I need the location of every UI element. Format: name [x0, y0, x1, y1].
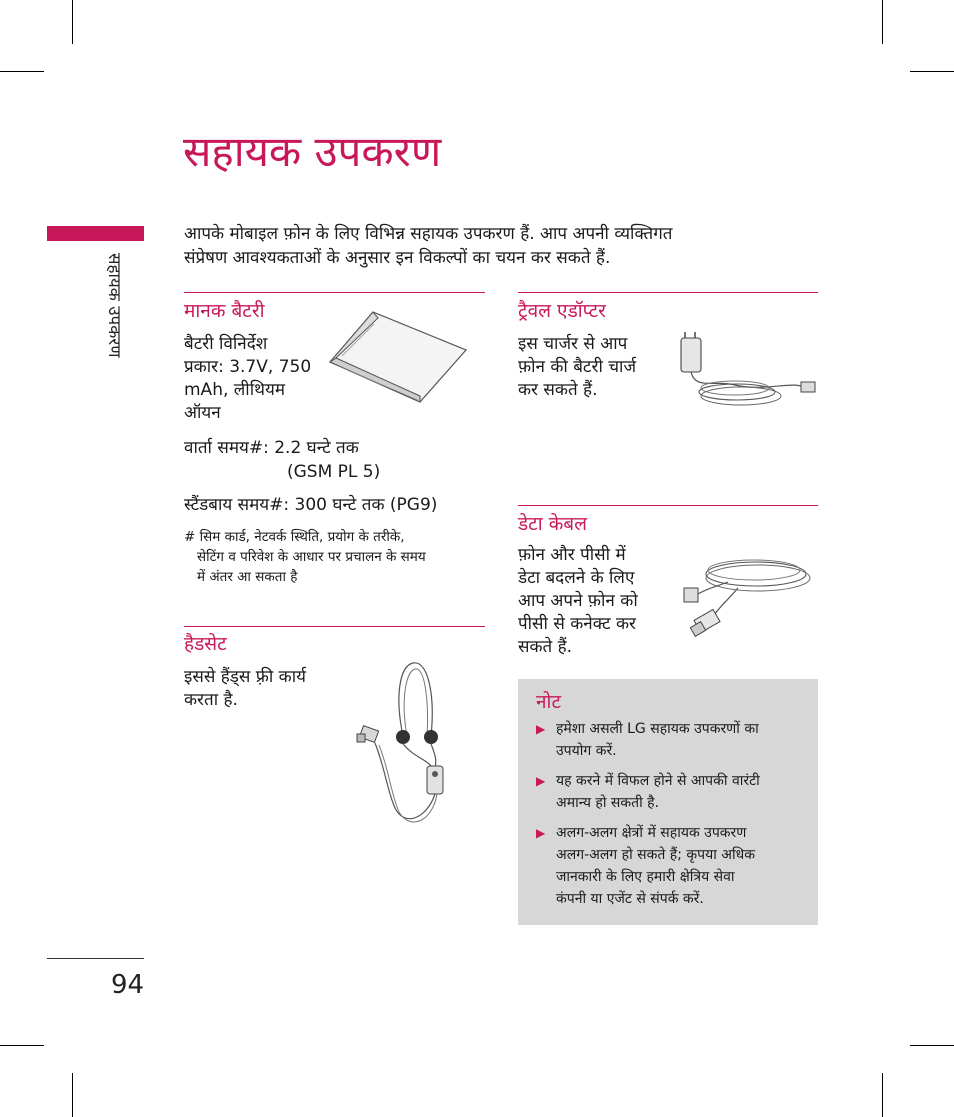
note-line: जानकारी के लिए हमारी क्षेत्रिय सेवा: [556, 869, 735, 885]
footnote-line: # सिम कार्ड, नेटवर्क स्थिति, प्रयोग के तरीके,: [184, 529, 405, 545]
note-line: हमेशा असली LG सहायक उपकरणों का: [556, 721, 759, 737]
battery-image: [328, 310, 468, 405]
note-line: उपयोग करें.: [556, 743, 617, 759]
battery-spec-line: mAh, लीथियम: [184, 380, 285, 400]
side-tab-bar: [47, 226, 144, 241]
note-item-text: [556, 718, 812, 762]
data-cable-line: डेटा बदलने के लिए: [518, 568, 635, 588]
intro-line: संप्रेषण आवश्यकताओं के अनुसार इन विकल्पों का चयन कर सकते हैं.: [184, 248, 611, 268]
battery-spec-line: बैटरी विनिर्देश: [184, 334, 268, 354]
travel-adapter-image: [675, 330, 820, 410]
side-tab-text: सहायक उपकरण: [104, 253, 124, 358]
intro-line: आपके मोबाइल फ़ोन के लिए विभिन्न सहायक उपकरण हैं. आप अपनी व्यक्तिगत: [184, 224, 673, 244]
section-rule: [184, 626, 485, 627]
headset-line: इससे हैंड्स फ़्री कार्य: [184, 667, 306, 687]
data-cable-image: [678, 552, 818, 642]
note-item: [536, 770, 812, 814]
travel-adapter-line: इस चार्जर से आप: [518, 334, 628, 354]
travel-adapter-line: फ़ोन की बैटरी चार्ज: [518, 357, 637, 377]
crop-mark: [72, 1073, 73, 1117]
headset-description: [184, 666, 354, 712]
note-line: यह करने में विफल होने से आपकी वारंटी: [556, 773, 760, 789]
headset-line: करता है.: [184, 690, 238, 710]
intro-paragraph: [184, 222, 824, 270]
footnote-line: सेटिंग व परिवेश के आधार पर प्रचालन के समय: [197, 549, 426, 565]
data-cable-line: फ़ोन और पीसी में: [518, 545, 626, 565]
travel-adapter-description: [518, 333, 668, 402]
battery-spec: [184, 333, 334, 425]
headset-image: [355, 658, 465, 833]
data-cable-line: सकते हैं.: [518, 637, 573, 657]
note-line: अलग-अलग क्षेत्रों में सहायक उपकरण: [556, 825, 747, 841]
section-rule: [518, 292, 818, 293]
triangle-right-icon: ▶: [536, 774, 546, 788]
section-rule: [184, 292, 485, 293]
section-rule: [518, 505, 818, 506]
page-number-rule: [47, 958, 144, 959]
triangle-right-icon: ▶: [536, 826, 546, 840]
battery-talk-time-note: (GSM PL 5): [287, 462, 381, 482]
data-cable-line: पीसी से कनेक्ट कर: [518, 614, 636, 634]
data-cable-description: [518, 544, 668, 659]
note-item-text: [556, 822, 812, 910]
data-cable-line: आप अपने फ़ोन को: [518, 591, 638, 611]
crop-mark: [0, 1045, 44, 1046]
triangle-right-icon: ▶: [536, 722, 546, 736]
note-item-text: [556, 770, 812, 814]
battery-spec-line: प्रकार: 3.7V, 750: [184, 357, 312, 377]
headset-heading: हैडसेट: [184, 633, 227, 655]
battery-talk-time: वार्ता समय#: 2.2 घन्टे तक: [184, 438, 359, 458]
note-line: कंपनी या एजेंट से संपर्क करें.: [556, 891, 704, 907]
note-heading: नोट: [536, 691, 562, 713]
travel-adapter-line: कर सकते हैं.: [518, 380, 598, 400]
battery-footnote: [184, 527, 484, 587]
page-number: 94: [111, 970, 145, 1000]
data-cable-heading: डेटा केबल: [518, 513, 588, 535]
battery-standby: स्टैंडबाय समय#: 300 घन्टे तक (PG9): [184, 495, 438, 515]
crop-mark: [0, 71, 44, 72]
crop-mark: [882, 0, 883, 44]
note-line: अलग-अलग हो सकते हैं; कृपया अधिक: [556, 847, 755, 863]
note-line: अमान्य हो सकती है.: [556, 795, 660, 811]
page-title: सहायक उपकरण: [183, 127, 442, 176]
crop-mark: [72, 0, 73, 44]
travel-adapter-heading: ट्रैवल एडॉप्टर: [518, 300, 606, 322]
note-item: [536, 822, 812, 910]
crop-mark: [910, 71, 954, 72]
battery-heading: मानक बैटरी: [184, 300, 265, 322]
footnote-line: में अंतर आ सकता है: [197, 569, 298, 585]
note-item: [536, 718, 812, 762]
crop-mark: [910, 1045, 954, 1046]
side-tab-label: [103, 253, 143, 413]
battery-spec-line: ऑयन: [184, 403, 221, 423]
crop-mark: [882, 1073, 883, 1117]
